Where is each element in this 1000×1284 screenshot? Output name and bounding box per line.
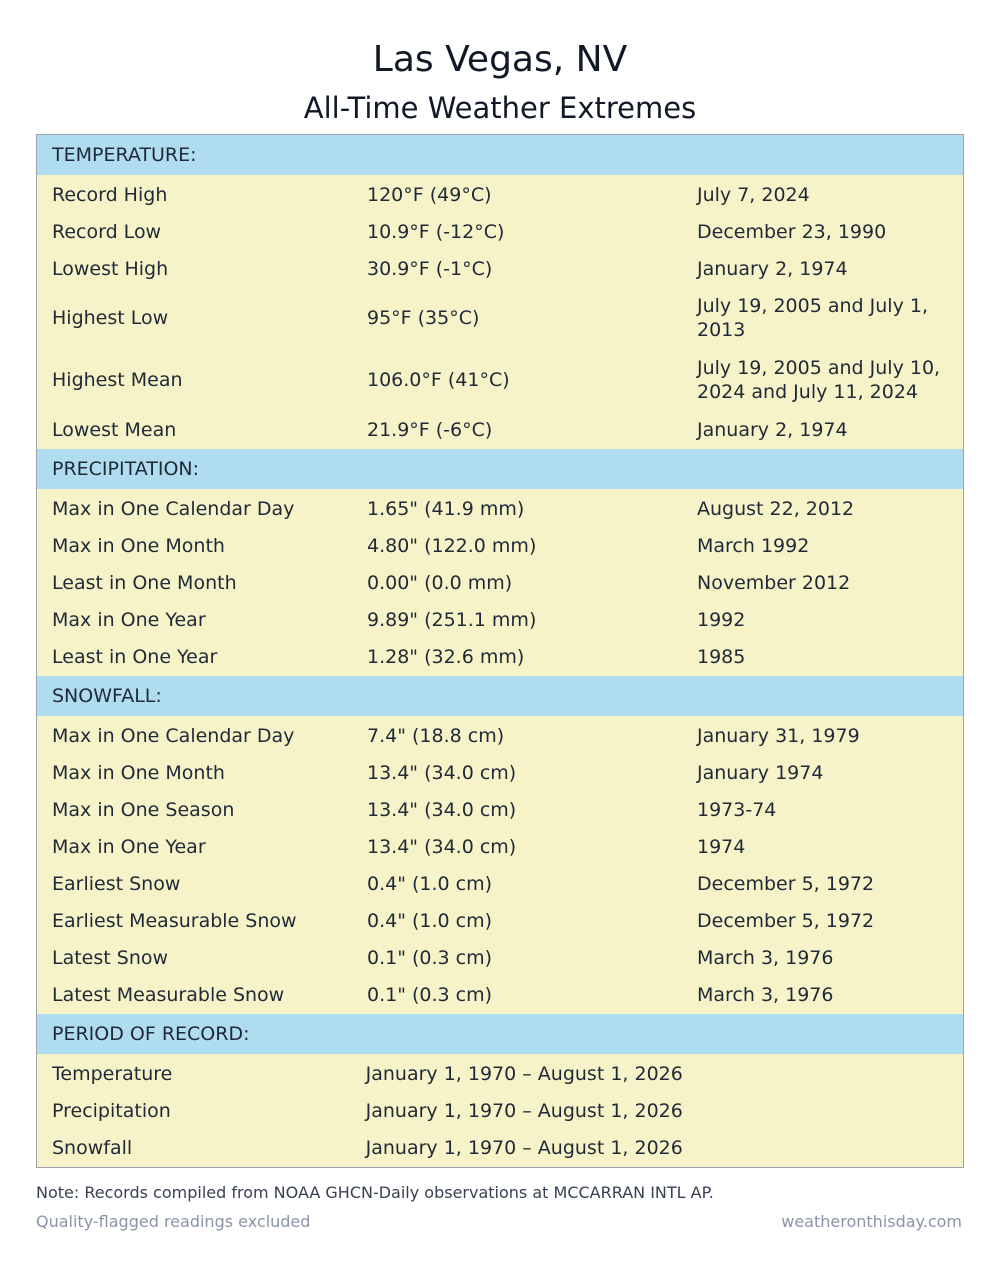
row-label: Record Low	[52, 220, 162, 243]
row-date: December 23, 1990	[697, 220, 887, 243]
row-value: 4.80" (122.0 mm)	[367, 534, 537, 557]
row-value: 1.65" (41.9 mm)	[367, 497, 525, 520]
section-body-precipitation	[37, 489, 963, 676]
row-label: Record High	[52, 183, 168, 206]
row-label: Max in One Calendar Day	[52, 497, 295, 520]
row-label: Earliest Snow	[52, 872, 181, 895]
row-date: January 31, 1979	[697, 724, 860, 747]
row-date: 1985	[697, 645, 746, 668]
row-label: Max in One Month	[52, 534, 225, 557]
row-value: 95°F (35°C)	[367, 307, 480, 329]
section-body-temperature	[37, 175, 963, 449]
row-label: Max in One Calendar Day	[52, 724, 295, 747]
records-note: Note: Records compiled from NOAA GHCN-Daily observations at MCCARRAN INTL AP.	[36, 1183, 714, 1202]
table-row	[37, 287, 963, 349]
row-label: Max in One Season	[52, 798, 235, 821]
row-label: Temperature	[52, 1062, 173, 1085]
row-label: Least in One Year	[52, 645, 218, 668]
table-row	[37, 791, 963, 828]
row-value: 13.4" (34.0 cm)	[367, 798, 517, 821]
row-value: 120°F (49°C)	[367, 183, 492, 206]
row-date: August 22, 2012	[697, 497, 855, 520]
table-row	[37, 865, 963, 902]
table-row	[37, 754, 963, 791]
section-body-period-of-record	[37, 1054, 963, 1167]
row-date: July 19, 2005 and July 1, 2013	[697, 295, 928, 341]
row-value: January 1, 1970 – August 1, 2026	[365, 1099, 683, 1122]
table-row	[37, 250, 963, 287]
row-value: 0.1" (0.3 cm)	[367, 946, 493, 969]
row-label: Precipitation	[52, 1099, 171, 1122]
row-date: 1973-74	[697, 798, 777, 821]
row-value: 0.1" (0.3 cm)	[367, 983, 493, 1006]
row-label: Highest Low	[52, 307, 169, 329]
page-title: Las Vegas, NV	[372, 39, 628, 80]
row-value: 21.9°F (-6°C)	[367, 418, 493, 441]
row-value: 30.9°F (-1°C)	[367, 257, 493, 280]
row-value: 106.0°F (41°C)	[367, 369, 510, 391]
row-label: Max in One Month	[52, 761, 225, 784]
row-date: March 3, 1976	[697, 983, 834, 1006]
row-date: November 2012	[697, 571, 851, 594]
row-value: 1.28" (32.6 mm)	[367, 645, 525, 668]
row-label: Latest Snow	[52, 946, 169, 969]
table-row	[37, 213, 963, 250]
page-subtitle: All-Time Weather Extremes	[303, 91, 697, 125]
quality-qualifier: Quality-flagged readings excluded	[36, 1212, 311, 1231]
table-row	[37, 976, 963, 1013]
row-value: 13.4" (34.0 cm)	[367, 835, 517, 858]
section-header-temperature: TEMPERATURE:	[37, 135, 963, 175]
table-row	[37, 411, 963, 448]
table-row	[37, 1092, 963, 1129]
source-credit: weatheronthisday.com	[781, 1212, 962, 1231]
row-date: 1974	[697, 835, 746, 858]
row-date: July 19, 2005 and July 10, 2024 and July 11, 2024	[697, 357, 941, 403]
section-header-snowfall: SNOWFALL:	[37, 676, 963, 716]
row-value: 0.4" (1.0 cm)	[367, 872, 493, 895]
records-table	[36, 134, 964, 1168]
row-date: December 5, 1972	[697, 872, 875, 895]
row-label: Highest Mean	[52, 369, 183, 391]
section-body-snowfall	[37, 716, 963, 1014]
section-header-precipitation: PRECIPITATION:	[37, 449, 963, 489]
table-row	[37, 1055, 963, 1092]
table-row	[37, 902, 963, 939]
table-row	[37, 527, 963, 564]
row-date: July 7, 2024	[697, 183, 810, 206]
row-date: 1992	[697, 608, 746, 631]
row-value: 9.89" (251.1 mm)	[367, 608, 537, 631]
row-date: January 1974	[697, 761, 824, 784]
row-label: Max in One Year	[52, 608, 206, 631]
table-row	[37, 490, 963, 527]
row-value: January 1, 1970 – August 1, 2026	[365, 1062, 683, 1085]
row-date: December 5, 1972	[697, 909, 875, 932]
table-row	[37, 176, 963, 213]
table-row	[37, 717, 963, 754]
table-row	[37, 564, 963, 601]
table-row	[37, 939, 963, 976]
row-date: March 3, 1976	[697, 946, 834, 969]
row-date: January 2, 1974	[697, 418, 848, 441]
table-row	[37, 638, 963, 675]
table-row	[37, 828, 963, 865]
row-label: Least in One Month	[52, 571, 237, 594]
row-label: Lowest High	[52, 257, 169, 280]
table-row	[37, 349, 963, 411]
row-value: 0.4" (1.0 cm)	[367, 909, 493, 932]
row-label: Snowfall	[52, 1136, 133, 1159]
row-value: 0.00" (0.0 mm)	[367, 571, 513, 594]
row-date: March 1992	[697, 534, 810, 557]
row-value: 13.4" (34.0 cm)	[367, 761, 517, 784]
row-label: Earliest Measurable Snow	[52, 909, 297, 932]
section-header-period-of-record: PERIOD OF RECORD:	[37, 1014, 963, 1054]
row-value: January 1, 1970 – August 1, 2026	[365, 1136, 683, 1159]
row-value: 7.4" (18.8 cm)	[367, 724, 505, 747]
row-date: January 2, 1974	[697, 257, 848, 280]
table-row	[37, 601, 963, 638]
table-row	[37, 1129, 963, 1166]
row-label: Lowest Mean	[52, 418, 177, 441]
row-label: Latest Measurable Snow	[52, 983, 285, 1006]
row-value: 10.9°F (-12°C)	[367, 220, 505, 243]
row-label: Max in One Year	[52, 835, 206, 858]
